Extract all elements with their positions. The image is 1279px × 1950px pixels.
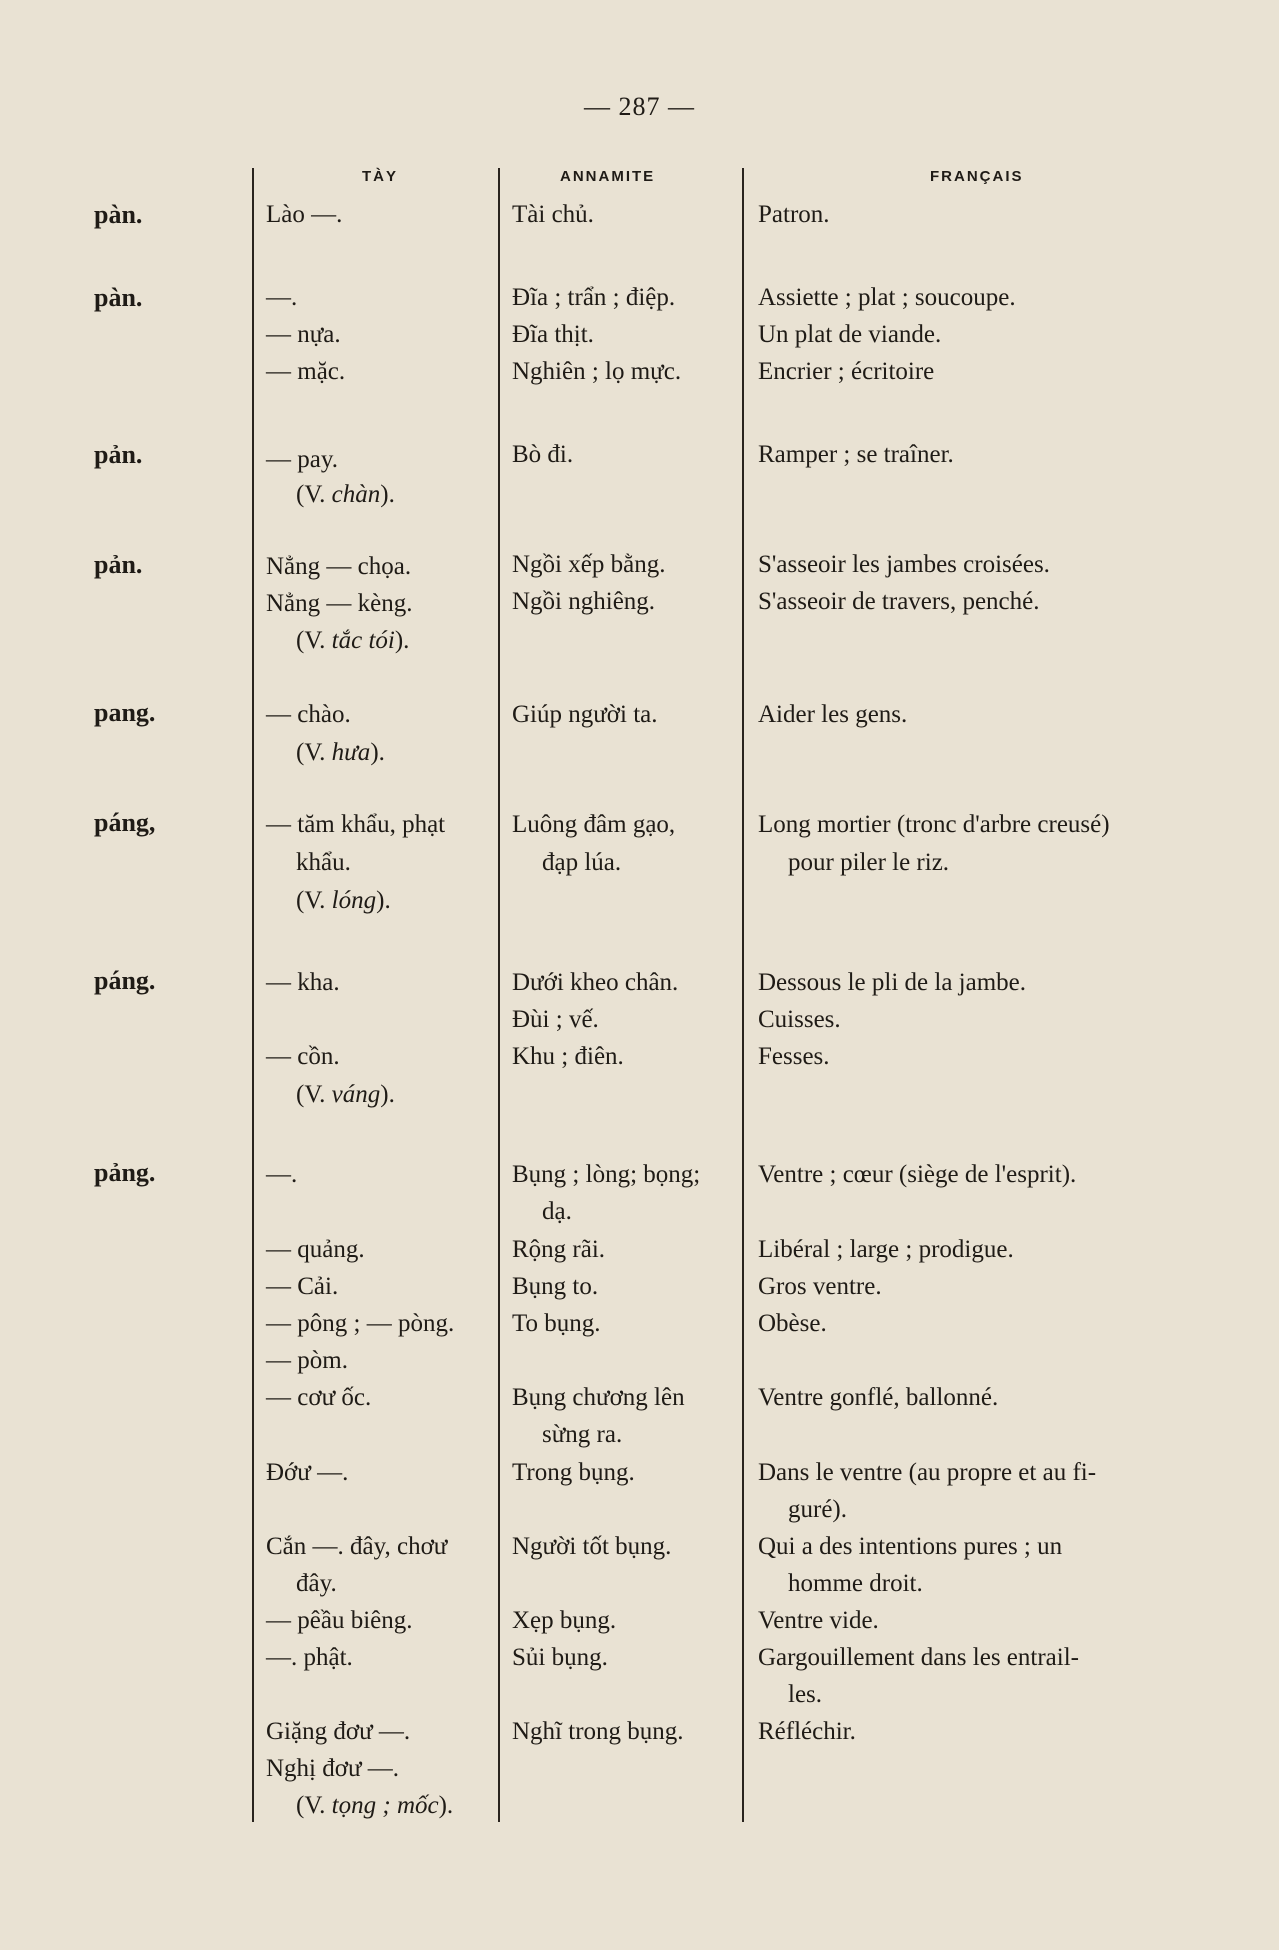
tay-text: Giặng đơư —. [266,1718,411,1745]
french-text: Ventre gonflé, ballonné. [758,1384,999,1411]
page-number: — 287 — [584,92,695,121]
tay-text: — pòm. [266,1347,348,1374]
tay-text: —. [266,1161,298,1188]
headword: pảng. [94,1158,156,1187]
annamite-text: To bụng. [512,1310,601,1337]
annamite-text: Nghĩ trong bụng. [512,1718,684,1745]
column-rule-2 [498,168,500,1822]
tay-text: — tăm khẩu, phạt [266,811,446,838]
tay-text: —. [266,284,298,311]
headword: pang. [94,698,156,727]
french-text: Encrier ; écritoire [758,358,935,385]
tay-text: — cồn. [266,1043,340,1070]
tay-text: — pay. [266,446,338,473]
annamite-text: Người tốt bụng. [512,1533,672,1560]
french-text: Un plat de viande. [758,321,942,348]
french-text: Long mortier (tronc d'arbre creusé) [758,811,1110,838]
annamite-text: Bụng to. [512,1273,599,1300]
annamite-text: Bụng chương lên [512,1384,685,1411]
annamite-text: Đĩa thịt. [512,321,594,348]
french-text: Ventre ; cœur (siège de l'esprit). [758,1161,1077,1188]
french-text: Gros ventre. [758,1273,882,1300]
annamite-text: Dưới kheo chân. [512,969,679,996]
tay-text: — quảng. [266,1236,365,1263]
french-text: Libéral ; large ; prodigue. [758,1236,1014,1263]
annamite-text: Tài chủ. [512,201,594,228]
french-text: pour piler le riz. [788,849,950,876]
french-text: Dessous le pli de la jambe. [758,969,1026,996]
french-text: Ramper ; se traîner. [758,441,954,468]
tay-crossref: (V. tắc tói). [296,627,410,654]
annamite-text: Khu ; điên. [512,1043,624,1070]
tay-crossref: (V. hưa). [296,739,385,766]
annamite-text: Luông đâm gạo, [512,811,676,838]
tay-text: — Cải. [266,1273,339,1300]
tay-text: — mặc. [266,358,346,385]
annamite-text: dạ. [542,1198,572,1225]
tay-text: Nẳng — kèng. [266,590,413,617]
tay-text: Cắn —. đây, chơư [266,1533,448,1560]
french-text: Patron. [758,201,830,228]
tay-text: Nẳng — chọa. [266,553,412,580]
tay-text: — nựa. [266,321,341,348]
tay-text: Nghị đơư —. [266,1755,400,1782]
annamite-text: Ngồi xếp bằng. [512,551,666,578]
french-text: Réfléchir. [758,1718,856,1745]
tay-crossref: (V. váng). [296,1081,395,1108]
french-text: Dans le ventre (au propre et au fi- [758,1459,1097,1486]
french-text: S'asseoir les jambes croisées. [758,551,1050,578]
annamite-text: Đùi ; vế. [512,1006,599,1033]
tay-text: — pông ; — pòng. [266,1310,455,1337]
annamite-text: đạp lúa. [542,849,622,876]
headword: pản. [94,440,143,469]
annamite-text: Bụng ; lòng; bọng; [512,1161,701,1188]
annamite-text: Bò đi. [512,441,574,468]
annamite-text: Nghiên ; lọ mực. [512,358,682,385]
headword: pàn. [94,283,143,312]
annamite-text: Sủi bụng. [512,1644,608,1671]
tay-text: — chào. [266,701,351,728]
column-header-annamite: ANNAMITE [560,168,656,185]
headword: pàn. [94,200,143,229]
tay-text: khẩu. [296,849,351,876]
french-text: Cuisses. [758,1006,841,1033]
french-text: les. [788,1681,823,1708]
french-text: Qui a des intentions pures ; un [758,1533,1063,1560]
french-text: Assiette ; plat ; soucoupe. [758,284,1016,311]
headword: páng. [94,966,156,995]
tay-text: — cơư ốc. [266,1384,372,1411]
tay-text: đây. [296,1570,337,1597]
french-text: Ventre vide. [758,1607,879,1634]
column-rule-3 [742,168,744,1822]
french-text: Aider les gens. [758,701,908,728]
french-text: S'asseoir de travers, penché. [758,588,1040,615]
tay-text: — pêầu biêng. [266,1607,413,1634]
annamite-text: Giúp người ta. [512,701,658,728]
tay-text: — kha. [266,969,340,996]
french-text: Obèse. [758,1310,827,1337]
tay-crossref: (V. tọng ; mốc). [296,1792,454,1819]
french-text: homme droit. [788,1570,923,1597]
tay-text: Đớư —. [266,1459,349,1486]
column-rule-1 [252,168,254,1822]
tay-crossref: (V. chàn). [296,481,395,508]
headword: páng, [94,808,156,837]
annamite-text: Đĩa ; trẩn ; điệp. [512,284,676,311]
annamite-text: Xẹp bụng. [512,1607,617,1634]
tay-crossref: (V. lóng). [296,887,391,914]
annamite-text: Rộng rãi. [512,1236,606,1263]
headword: pản. [94,550,143,579]
tay-text: Lào —. [266,201,343,228]
annamite-text: sừng ra. [542,1421,623,1448]
annamite-text: Ngồi nghiêng. [512,588,656,615]
french-text: Gargouillement dans les entrail- [758,1644,1079,1671]
column-header-francais: FRANÇAIS [930,168,1024,185]
french-text: Fesses. [758,1043,830,1070]
column-header-tay: TÀY [362,168,398,185]
tay-text: —. phật. [266,1644,353,1671]
french-text: guré). [788,1496,847,1523]
annamite-text: Trong bụng. [512,1459,635,1486]
